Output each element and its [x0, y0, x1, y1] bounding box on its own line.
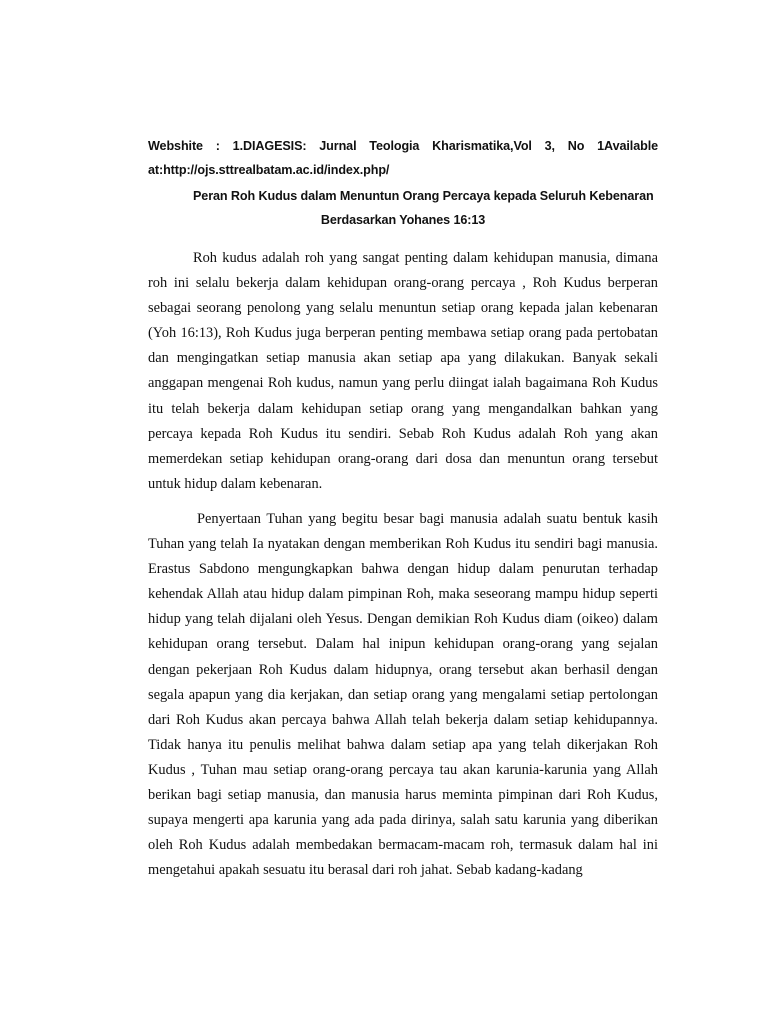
- body-paragraph-2: Penyertaan Tuhan yang begitu besar bagi manusia adalah suatu bentuk kasih Tuhan yang telah Ia nyatakan dengan memberikan Roh Kudus itu sendiri bagi manusia. Erastus Sabdono mengungkapkan bahwa dengan hidup dalam penurutan terhadap kehendak Allah atau hidup dalam pimpinan Roh, maka seseorang mampu hidup seperti hidup yang telah dijalani oleh Yesus. Dengan demikian Roh Kudus diam (oikeo) dalam kehidupan orang tersebut. Dalam hal inipun kehidupan orang-orang yang sejalan dengan pekerjaan Roh Kudus dalam hidupnya, orang tersebut akan berhasil dengan segala apapun yang dia kerjakan, dan setiap orang yang mengalami setiap pertolongan dari Roh Kudus akan percaya bahwa Allah telah bekerja dalam setiap kehidupannya. Tidak hanya itu penulis melihat bahwa dalam setiap apa yang telah dikerjakan Roh Kudus , Tuhan mau setiap orang-orang percaya tau akan karunia-karunia yang Allah berikan bagi setiap manusia, dan manusia harus meminta pimpinan dari Roh Kudus, supaya mengerti apa karunia yang ada pada dirinya, salah satu karunia yang diberikan oleh Roh Kudus adalah membedakan bermacam-macam roh, termasuk dalam hal ini mengetahui apakah sesuatu itu berasal dari roh jahat. Sebab kadang-kadang: [148, 510, 658, 879]
- document-header: [148, 134, 658, 232]
- document-page: [148, 134, 658, 883]
- title-line-1: Peran Roh Kudus dalam Menuntun Orang Percaya kepada Seluruh Kebenaran: [193, 189, 654, 203]
- website-reference: Webshite : 1.DIAGESIS: Jurnal Teologia Kharismatika,Vol 3, No 1Available at:http://ojs.sttrealbatam.ac.id/index.php/: [148, 139, 658, 177]
- document-title: [148, 184, 658, 232]
- body-paragraph-1: Roh kudus adalah roh yang sangat penting dalam kehidupan manusia, dimana roh ini selalu bekerja dalam kehidupan orang-orang percaya , Roh Kudus berperan sebagai seorang penolong yang selalu menuntun setiap orang kepada jalan kebenaran (Yoh 16:13), Roh Kudus juga berperan penting membawa setiap orang pada pertobatan dan mengingatkan setiap manusia akan setiap apa yang dilakukan. Banyak sekali anggapan mengenai Roh kudus, namun yang perlu diingat ialah bagaimana Roh Kudus itu telah bekerja dalam kehidupan setiap orang yang mengandalkan bahkan yang percaya kepada Roh Kudus itu sendiri. Sebab Roh Kudus adalah Roh yang akan memerdekan setiap kehidupan orang-orang dari dosa dan menuntun orang tersebut untuk hidup dalam kebenaran.: [148, 250, 658, 492]
- title-line-2: Berdasarkan Yohanes 16:13: [320, 213, 486, 227]
